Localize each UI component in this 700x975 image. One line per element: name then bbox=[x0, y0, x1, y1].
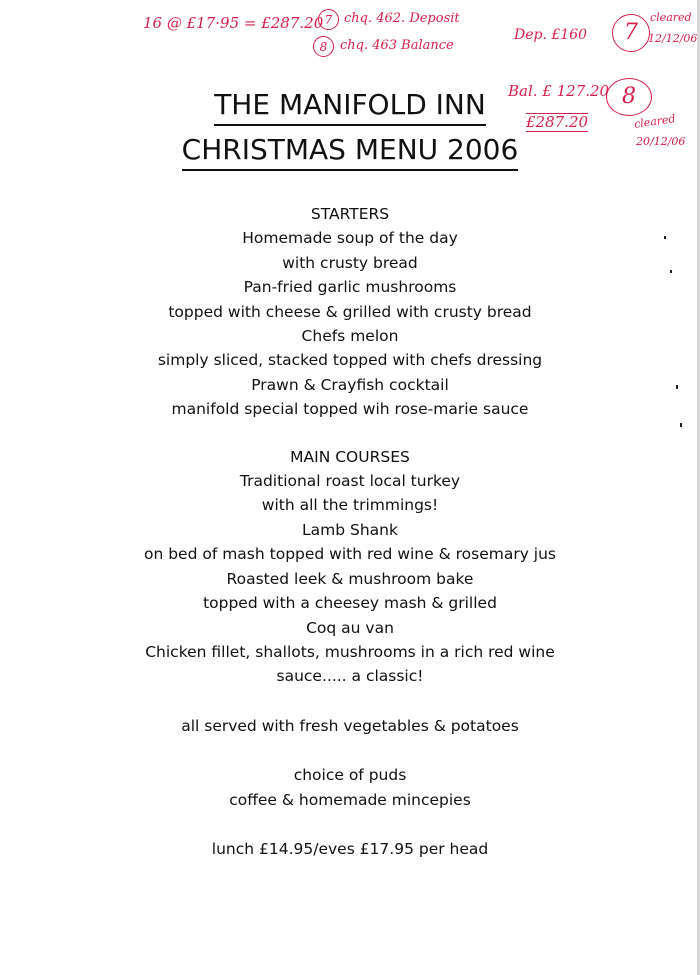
served-with-note: all served with fresh vegetables & potatoes bbox=[181, 716, 519, 735]
extras-item-puds: choice of puds bbox=[293, 766, 407, 785]
annotation-cheque-deposit: chq. 462. Deposit bbox=[344, 11, 460, 26]
price-line: lunch £14.95/eves £17.95 per head bbox=[211, 839, 489, 858]
annotation-circle-7: 7 bbox=[318, 9, 339, 30]
annotation-cheque-balance: chq. 463 Balance bbox=[340, 38, 454, 53]
list-item: topped with cheese & grilled with crusty bread bbox=[168, 302, 532, 321]
list-item: with all the trimmings! bbox=[261, 496, 439, 515]
list-item: Pan-fried garlic mushrooms bbox=[243, 278, 457, 297]
annotation-deposit: Dep. £160 bbox=[514, 27, 588, 43]
annotation-circle-8: 8 bbox=[313, 36, 334, 57]
scan-speck bbox=[670, 270, 672, 273]
section-heading-starters: STARTERS bbox=[310, 205, 390, 223]
annotation-cleared-label-1: cleared bbox=[650, 11, 692, 24]
annotation-grand-total-text: £287.20 bbox=[526, 113, 589, 131]
list-item: sauce..... a classic! bbox=[276, 667, 424, 686]
list-item: Coq au van bbox=[306, 618, 394, 637]
title-line-2: CHRISTMAS MENU 2006 bbox=[182, 133, 519, 171]
page-title bbox=[0, 88, 700, 121]
list-item: manifold special topped wih rose-marie sauce bbox=[171, 400, 529, 419]
annotation-cleared-date-1: 12/12/06 bbox=[648, 32, 698, 45]
menu-body bbox=[0, 202, 700, 861]
annotation-cleared-date-2: 20/12/06 bbox=[636, 135, 686, 148]
annotation-total-calc: 16 @ £17·95 = £287.20 bbox=[143, 14, 324, 32]
extras-item-coffee: coffee & homemade mincepies bbox=[229, 790, 471, 809]
scan-speck bbox=[664, 236, 666, 239]
page-subtitle bbox=[0, 133, 700, 166]
list-item: Roasted leek & mushroom bake bbox=[226, 569, 474, 588]
annotation-circle-8-large: 8 bbox=[606, 78, 652, 116]
scan-speck bbox=[680, 423, 682, 427]
list-item: Chicken fillet, shallots, mushrooms in a rich red wine bbox=[145, 642, 555, 661]
list-item: topped with a cheesey mash & grilled bbox=[203, 594, 497, 613]
scan-speck bbox=[676, 385, 678, 389]
list-item: with crusty bread bbox=[282, 253, 418, 272]
annotation-cleared-label-2: cleared bbox=[633, 112, 677, 131]
list-item: Lamb Shank bbox=[302, 520, 398, 539]
annotation-balance: Bal. £ 127.20 bbox=[508, 82, 610, 100]
list-item: on bed of mash topped with red wine & rosemary jus bbox=[143, 545, 557, 564]
starters-list bbox=[0, 226, 700, 421]
list-item: Chefs melon bbox=[301, 327, 399, 346]
list-item: simply sliced, stacked topped with chefs dressing bbox=[157, 351, 543, 370]
section-heading-main-courses: MAIN COURSES bbox=[290, 447, 410, 466]
list-item: Traditional roast local turkey bbox=[239, 472, 461, 491]
title-line-1: THE MANIFOLD INN bbox=[214, 88, 486, 126]
main-courses-list bbox=[0, 469, 700, 689]
annotation-circle-7-large: 7 bbox=[612, 14, 650, 52]
list-item: Prawn & Crayfish cocktail bbox=[251, 375, 449, 394]
list-item: Homemade soup of the day bbox=[242, 229, 458, 248]
